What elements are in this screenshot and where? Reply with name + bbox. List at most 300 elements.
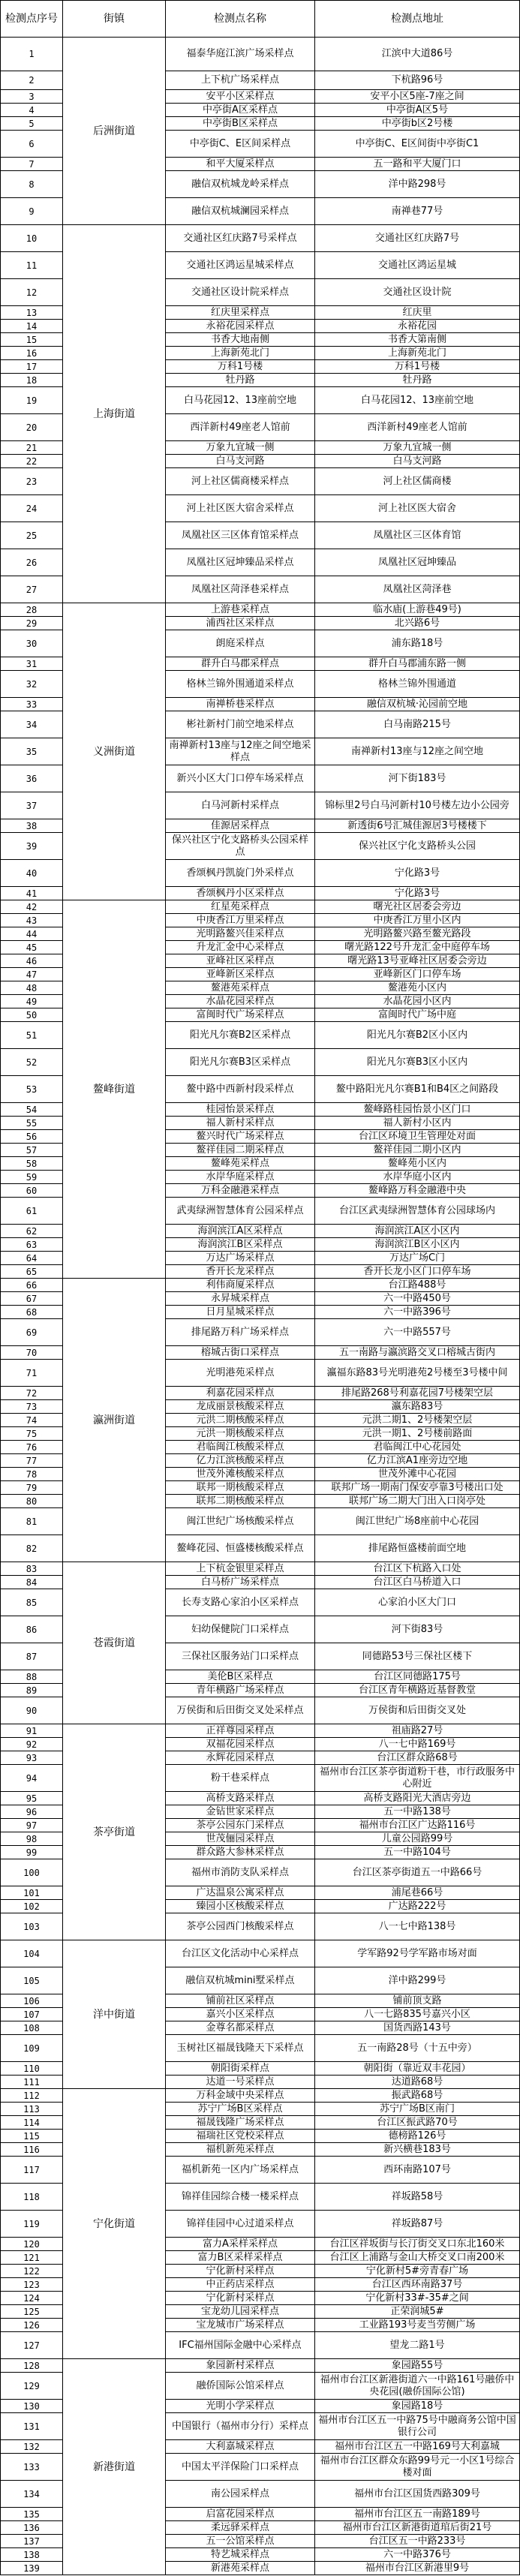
cell-site-address: 光明路鳌兴路至鳌光路段 <box>315 927 520 941</box>
cell-site-address: 祖庙路27号 <box>315 1724 520 1738</box>
cell-index: 36 <box>1 765 63 792</box>
cell-site-address: 铺前顶支路 <box>315 1994 520 2008</box>
cell-index: 26 <box>1 549 63 576</box>
table-header-row <box>1 1 520 38</box>
cell-site-address: 凤凰社区三区体育馆 <box>315 522 520 549</box>
cell-site-address: 心家泊小区大门口 <box>315 1589 520 1616</box>
cell-index: 61 <box>1 1198 63 1225</box>
cell-site-name: 粉干巷采样点 <box>166 1765 315 1792</box>
cell-site-address: 君临闽江中心花园处 <box>315 1441 520 1454</box>
cell-site-address: 台江区上浦路与金山大桥交叉口南200米 <box>315 2251 520 2265</box>
cell-site-name: 凤凰社区菏泽巷采样点 <box>166 576 315 603</box>
cell-site-name: 光明小学采样点 <box>166 2400 315 2413</box>
cell-site-name: 美伦B区采样点 <box>166 1670 315 1684</box>
cell-site-name: 嘉兴小区采样点 <box>166 2008 315 2021</box>
cell-site-address: 万达广场C门 <box>315 1252 520 1265</box>
cell-index: 19 <box>1 387 63 414</box>
cell-index: 23 <box>1 468 63 495</box>
cell-site-address: 万侯街和后田街交叉处 <box>315 1697 520 1724</box>
cell-index: 128 <box>1 2359 63 2373</box>
cell-index: 74 <box>1 1414 63 1427</box>
cell-site-address: 福人新村小区内 <box>315 1117 520 1130</box>
cell-site-address: 宁化新村33#-35#之间 <box>315 2292 520 2305</box>
cell-index: 127 <box>1 2332 63 2359</box>
cell-site-name: 和平大厦采样点 <box>166 158 315 171</box>
cell-site-address: 福州市台江区五一中路75号中融商务公馆中国银行公司 <box>315 2413 520 2440</box>
cell-site-address: 安平小区5座-7座之间 <box>315 90 520 104</box>
cell-index: 103 <box>1 1913 63 1940</box>
cell-site-address: 联邦广场二期大门出入口岗亭处 <box>315 1495 520 1508</box>
cell-site-address: 牡丹路 <box>315 374 520 387</box>
cell-index: 76 <box>1 1441 63 1454</box>
cell-site-address: 中亭街C、E区间街中亭街C1 <box>315 131 520 158</box>
cell-site-name: 融侨国际公馆采样点 <box>166 2373 315 2400</box>
cell-site-name: 书香大地南侧 <box>166 333 315 347</box>
cell-site-address: 台江路488号 <box>315 1279 520 1292</box>
cell-index: 94 <box>1 1765 63 1792</box>
cell-site-name: 武夷绿洲智慧体育公园采样点 <box>166 1198 315 1225</box>
cell-site-name: 河上社区儒商楼采样点 <box>166 468 315 495</box>
cell-site-address: 临水庙(上游巷49号) <box>315 603 520 617</box>
cell-site-address: 锦标里2号白马河新村10号楼左边小公园旁 <box>315 792 520 819</box>
cell-site-name: 光明港苑采样点 <box>166 1360 315 1387</box>
cell-index: 27 <box>1 576 63 603</box>
cell-street: 新港街道 <box>63 2359 166 2575</box>
cell-site-name: 妇幼保健院门口采样点 <box>166 1616 315 1643</box>
cell-index: 34 <box>1 711 63 738</box>
cell-site-name: 交通社区红庆路7号采样点 <box>166 225 315 252</box>
cell-index: 85 <box>1 1589 63 1616</box>
cell-site-address: 瀛福东路83号光明港苑2号楼至3号楼中间 <box>315 1360 520 1387</box>
cell-site-address: 德榜路126号 <box>315 2130 520 2143</box>
cell-index: 120 <box>1 2238 63 2251</box>
cell-site-address: 红庆里 <box>315 306 520 320</box>
cell-site-address: 中亭街A区5号 <box>315 104 520 117</box>
cell-site-name: 金钻世家采样点 <box>166 1805 315 1819</box>
cell-index: 40 <box>1 860 63 887</box>
cell-index: 139 <box>1 2562 63 2575</box>
table-row <box>1 1940 520 1967</box>
cell-site-address: 祥坂路58号 <box>315 2184 520 2211</box>
cell-site-address: 富闽时代广场中庭 <box>315 1008 520 1022</box>
cell-site-address: 宁化新村5#旁青春广场 <box>315 2265 520 2278</box>
cell-site-name: 联邦二期核酸采样点 <box>166 1495 315 1508</box>
cell-index: 83 <box>1 1562 63 1576</box>
cell-site-name: 亚峰新区采样点 <box>166 968 315 981</box>
cell-site-address: 台江区西环南路37号 <box>315 2278 520 2292</box>
cell-site-name: 鳌港苑采样点 <box>166 981 315 995</box>
table-row <box>1 1279 520 1292</box>
cell-site-address: 台江区五一中路233号 <box>315 2535 520 2548</box>
cell-index: 54 <box>1 1103 63 1117</box>
cell-index: 25 <box>1 522 63 549</box>
cell-site-address: 排尾路恒盛楼前面空地 <box>315 1535 520 1562</box>
cell-site-address: 新透街6号汇城佳源居3号楼楼下 <box>315 819 520 833</box>
cell-site-name: 南禅新村13座与12座之间空地采样点 <box>166 738 315 765</box>
table-row <box>1 900 520 914</box>
cell-site-name: 上海新苑北门 <box>166 347 315 360</box>
table-row <box>1 603 520 617</box>
cell-index: 52 <box>1 1049 63 1076</box>
cell-site-name: 阳光凡尔赛B2区采样点 <box>166 1022 315 1049</box>
cell-site-address: 下杭路96号 <box>315 71 520 90</box>
cell-site-address: 宁化路3号 <box>315 860 520 887</box>
cell-site-name: 香开长龙采样点 <box>166 1265 315 1279</box>
cell-site-address: 南禅新村13座与12座之间空地 <box>315 738 520 765</box>
cell-site-name: 新兴小区大门口停车场采样点 <box>166 765 315 792</box>
cell-site-name: 白马支河路 <box>166 455 315 468</box>
cell-street: 上海街道 <box>63 225 166 603</box>
cell-site-address: 台江区群众路68号 <box>315 1751 520 1765</box>
cell-site-name: 福机新苑一区内广场采样点 <box>166 2157 315 2184</box>
cell-site-name: 白马桥广场采样点 <box>166 1576 315 1589</box>
cell-site-address: 正荣润城5# <box>315 2305 520 2319</box>
cell-site-name: 香颂枫丹凯旋门外采样点 <box>166 860 315 887</box>
cell-index: 104 <box>1 1940 63 1967</box>
cell-site-name: 朝阳街采样点 <box>166 2062 315 2076</box>
cell-site-address: 河上社区医大宿舍 <box>315 495 520 522</box>
cell-index: 3 <box>1 90 63 104</box>
cell-index: 105 <box>1 1967 63 1994</box>
cell-index: 93 <box>1 1751 63 1765</box>
cell-site-address: 学军路92号学军路市场对面 <box>315 1940 520 1967</box>
cell-site-name: 交通社区设计院采样点 <box>166 279 315 306</box>
cell-site-address: 白马南路215号 <box>315 711 520 738</box>
cell-site-name: 保兴社区宁化支路桥头公园采样点 <box>166 833 315 860</box>
cell-index: 101 <box>1 1886 63 1900</box>
cell-site-address: 五一南路28号（十五中旁） <box>315 2035 520 2062</box>
cell-site-name: 中亭街A区采样点 <box>166 104 315 117</box>
cell-index: 82 <box>1 1535 63 1562</box>
cell-site-name: 交通社区鸿运星城采样点 <box>166 252 315 279</box>
cell-site-address: 曙光路122号升龙汇金中庭停车场 <box>315 941 520 954</box>
cell-site-name: 广达温泉公寓采样点 <box>166 1886 315 1900</box>
cell-index: 28 <box>1 603 63 617</box>
cell-site-name: 中庚香江万里采样点 <box>166 914 315 927</box>
cell-index: 35 <box>1 738 63 765</box>
cell-index: 107 <box>1 2008 63 2021</box>
header-name: 检测点名称 <box>166 1 315 38</box>
cell-index: 81 <box>1 1508 63 1535</box>
cell-site-address: 台江区振武路70号 <box>315 2116 520 2130</box>
cell-index: 42 <box>1 900 63 914</box>
cell-site-name: 排尾路万科广场采样点 <box>166 1319 315 1346</box>
cell-site-name: 达道一号采样点 <box>166 2076 315 2089</box>
cell-site-address: 曙光社区居委会旁边 <box>315 900 520 914</box>
cell-index: 4 <box>1 104 63 117</box>
cell-site-name: 鳌峰花园、恒盛楼核酸采样点 <box>166 1535 315 1562</box>
cell-street: 瀛洲街道 <box>63 1279 166 1562</box>
cell-index: 135 <box>1 2508 63 2521</box>
cell-index: 116 <box>1 2143 63 2157</box>
cell-site-name: 日月星城采样点 <box>166 1306 315 1319</box>
cell-site-name: 长寿支路心家泊小区采样点 <box>166 1589 315 1616</box>
cell-index: 106 <box>1 1994 63 2008</box>
cell-site-address: 亿力江滨A1座旁边空地 <box>315 1454 520 1468</box>
cell-site-address: 凤凰社区冠坤臻品 <box>315 549 520 576</box>
cell-site-name: 闽江世纪广场核酸采样点 <box>166 1508 315 1535</box>
cell-index: 68 <box>1 1306 63 1319</box>
cell-site-address: 浦东路18号 <box>315 630 520 657</box>
cell-index: 57 <box>1 1144 63 1157</box>
cell-site-name: 南禅桥巷采样点 <box>166 698 315 711</box>
cell-site-address: 象园路18号 <box>315 2400 520 2413</box>
cell-site-name: 柔远驿采样点 <box>166 2521 315 2535</box>
cell-site-name: 台江区文化活动中心采样点 <box>166 1940 315 1967</box>
cell-site-name: 亚峰社区采样点 <box>166 954 315 968</box>
cell-site-address: 浦尾巷66号 <box>315 1886 520 1900</box>
cell-site-name: 福机新苑采样点 <box>166 2143 315 2157</box>
cell-index: 73 <box>1 1400 63 1414</box>
cell-site-name: 永辉花园采样点 <box>166 1751 315 1765</box>
cell-site-address: 曙光路13号亚峰社区居委会旁边 <box>315 954 520 968</box>
cell-street: 宁化街道 <box>63 2089 166 2359</box>
cell-site-address: 闽江世纪广场8座前中心花园 <box>315 1508 520 1535</box>
cell-index: 22 <box>1 455 63 468</box>
cell-index: 87 <box>1 1643 63 1670</box>
cell-index: 53 <box>1 1076 63 1103</box>
cell-index: 67 <box>1 1292 63 1306</box>
cell-index: 125 <box>1 2305 63 2319</box>
cell-site-address: 象园路55号 <box>315 2359 520 2373</box>
cell-site-address: 阳光凡尔赛B2区小区内 <box>315 1022 520 1049</box>
cell-site-address: 中亭街b区2号楼 <box>315 117 520 131</box>
cell-index: 33 <box>1 698 63 711</box>
cell-index: 115 <box>1 2130 63 2143</box>
cell-site-address: 新兴横巷183号 <box>315 2143 520 2157</box>
cell-index: 99 <box>1 1846 63 1859</box>
cell-site-address: 福州市台江区国货西路309号 <box>315 2481 520 2508</box>
cell-site-name: 万象九宜城一侧 <box>166 441 315 455</box>
cell-index: 64 <box>1 1252 63 1265</box>
cell-site-address: 高桥支路阳光大酒店旁边 <box>315 1792 520 1805</box>
cell-index: 111 <box>1 2076 63 2089</box>
cell-index: 55 <box>1 1117 63 1130</box>
cell-site-address: 河上社区儒商楼 <box>315 468 520 495</box>
cell-site-name: 河上社区医大宿舍采样点 <box>166 495 315 522</box>
cell-index: 18 <box>1 374 63 387</box>
cell-site-name: 亿力江滨核酸采样点 <box>166 1454 315 1468</box>
cell-site-name: 富闽时代广场采样点 <box>166 1008 315 1022</box>
cell-site-address: 鳌中路阳光凡尔赛B1和B4区之间路段 <box>315 1076 520 1103</box>
cell-index: 43 <box>1 914 63 927</box>
cell-index: 65 <box>1 1265 63 1279</box>
cell-site-address: 书香大第南侧 <box>315 333 520 347</box>
cell-site-address: 河下街83号 <box>315 1616 520 1643</box>
cell-index: 108 <box>1 2021 63 2035</box>
cell-site-address: 格林兰锦外围通道 <box>315 671 520 698</box>
cell-index: 44 <box>1 927 63 941</box>
cell-site-address: 元洪一期1、2号楼前路面 <box>315 1427 520 1441</box>
cell-index: 90 <box>1 1697 63 1724</box>
cell-site-address: 元洪二期1、2号楼架空层 <box>315 1414 520 1427</box>
cell-index: 17 <box>1 360 63 374</box>
cell-index: 12 <box>1 279 63 306</box>
cell-index: 113 <box>1 2103 63 2116</box>
cell-index: 100 <box>1 1859 63 1886</box>
cell-site-address: 六一中路557号 <box>315 1319 520 1346</box>
cell-index: 78 <box>1 1468 63 1481</box>
cell-site-name: 桂园怡景采样点 <box>166 1103 315 1117</box>
cell-index: 39 <box>1 833 63 860</box>
cell-site-address: 交通社区设计院 <box>315 279 520 306</box>
cell-site-name: 融信双杭城澜园采样点 <box>166 198 315 225</box>
cell-site-address: 福州市台江区新港街道六一中路161号融侨中央花园(融侨国际公馆) <box>315 2373 520 2400</box>
cell-site-address: 鳌峰路万科金融港中央 <box>315 1184 520 1198</box>
cell-site-address: 福州市台江区群众东路99号元一小区1号综合楼对面 <box>315 2454 520 2481</box>
cell-index: 91 <box>1 1724 63 1738</box>
cell-index: 41 <box>1 887 63 900</box>
cell-site-address: 白马支河路 <box>315 455 520 468</box>
cell-site-address: 六一中路450号 <box>315 1292 520 1306</box>
cell-site-address: 水岸华庭小区内 <box>315 1171 520 1184</box>
cell-index: 8 <box>1 171 63 198</box>
cell-site-name: 凤凰社区冠坤臻品采样点 <box>166 549 315 576</box>
cell-site-name: 白马河新村采样点 <box>166 792 315 819</box>
cell-site-name: 中亭街C、E区间采样点 <box>166 131 315 158</box>
cell-site-address: 交通社区红庆路7号 <box>315 225 520 252</box>
cell-site-address: 台江区环境卫生管理处对面 <box>315 1130 520 1144</box>
cell-site-address: 鳌祥佳园二期小区内 <box>315 1144 520 1157</box>
header-street: 街镇 <box>63 1 166 38</box>
cell-site-name: 锦祥佳园中心过道采样点 <box>166 2211 315 2238</box>
cell-index: 97 <box>1 1819 63 1832</box>
cell-site-address: 福州市台江区五一南路189号 <box>315 2508 520 2521</box>
cell-index: 7 <box>1 158 63 171</box>
cell-site-name: 万科1号楼 <box>166 360 315 374</box>
cell-index: 49 <box>1 995 63 1008</box>
cell-site-name: 大利嘉城采样点 <box>166 2440 315 2454</box>
cell-index: 123 <box>1 2278 63 2292</box>
cell-site-name: 宝龙城市广场采样点 <box>166 2319 315 2332</box>
cell-site-name: 融信双杭城mini墅采样点 <box>166 1967 315 1994</box>
cell-site-address: 国货西路143号 <box>315 2021 520 2035</box>
cell-site-name: 启富花园采样点 <box>166 2508 315 2521</box>
cell-site-name: 玉树社区福晟钱隆天下采样点 <box>166 2035 315 2062</box>
cell-site-name: 福晟钱隆广场采样点 <box>166 2116 315 2130</box>
cell-site-address: 八一七中路138号 <box>315 1913 520 1940</box>
cell-site-address: 台江区白马桥道入口 <box>315 1576 520 1589</box>
table-row <box>1 225 520 252</box>
cell-index: 59 <box>1 1171 63 1184</box>
cell-site-address: 万科1号楼 <box>315 360 520 374</box>
cell-site-name: 红星苑采样点 <box>166 900 315 914</box>
cell-site-address: 苏宁广场B区南门 <box>315 2103 520 2116</box>
cell-index: 58 <box>1 1157 63 1171</box>
cell-site-name: 光明路鳌兴佳采样点 <box>166 927 315 941</box>
cell-index: 84 <box>1 1576 63 1589</box>
cell-site-name: 上游巷采样点 <box>166 603 315 617</box>
cell-site-address: 海润滨江B区小区内 <box>315 1238 520 1252</box>
cell-index: 86 <box>1 1616 63 1643</box>
cell-site-name: 青年横路广场采样点 <box>166 1684 315 1697</box>
cell-site-name: 群众路大参林采样点 <box>166 1846 315 1859</box>
header-index: 检测点序号 <box>1 1 63 38</box>
cell-site-name: 彬社新村门前空地采样点 <box>166 711 315 738</box>
cell-index: 31 <box>1 657 63 671</box>
cell-site-name: 元洪一期核酸采样点 <box>166 1427 315 1441</box>
cell-site-name: 茶亭公园西门核酸采样点 <box>166 1913 315 1940</box>
cell-site-name: 牡丹路 <box>166 374 315 387</box>
cell-index: 5 <box>1 117 63 131</box>
cell-site-address: 白马花园12、13座前空地 <box>315 387 520 414</box>
cell-site-name: 融信双杭城龙岭采样点 <box>166 171 315 198</box>
cell-street: 苍霞街道 <box>63 1562 166 1724</box>
cell-site-address: 亚峰新区门口停车场 <box>315 968 520 981</box>
cell-site-name: 福人新村采样点 <box>166 1117 315 1130</box>
cell-site-name: 安平小区采样点 <box>166 90 315 104</box>
cell-site-address: 台江区青年横路近基督教堂 <box>315 1684 520 1697</box>
cell-index: 109 <box>1 2035 63 2062</box>
cell-index: 126 <box>1 2319 63 2332</box>
cell-site-address: 中庚香江万里小区内 <box>315 914 520 927</box>
cell-index: 70 <box>1 1346 63 1360</box>
cell-site-name: 象园新村采样点 <box>166 2359 315 2373</box>
cell-index: 69 <box>1 1319 63 1346</box>
cell-site-name: 五一公馆采样点 <box>166 2535 315 2548</box>
cell-index: 66 <box>1 1279 63 1292</box>
cell-site-name: 茶亭公园东门采样点 <box>166 1819 315 1832</box>
cell-site-address: 群升白马郡浦东路一侧 <box>315 657 520 671</box>
cell-site-address: 万象九宜城一侧 <box>315 441 520 455</box>
table-row <box>1 38 520 71</box>
cell-index: 134 <box>1 2481 63 2508</box>
cell-site-name: 中国银行（福州市分行）采样点 <box>166 2413 315 2440</box>
cell-site-address: 五一中路138号 <box>315 1805 520 1819</box>
cell-site-name: 中国太平洋保险门口采样点 <box>166 2454 315 2481</box>
table-row <box>1 1562 520 1576</box>
cell-site-address: 福州市台江区新港街道琯后街21号 <box>315 2521 520 2535</box>
cell-index: 102 <box>1 1900 63 1913</box>
cell-site-address: 水晶花园小区内 <box>315 995 520 1008</box>
cell-index: 80 <box>1 1495 63 1508</box>
cell-site-name: 万科金融港采样点 <box>166 1184 315 1198</box>
cell-site-address: 永裕花园 <box>315 320 520 333</box>
cell-index: 119 <box>1 2211 63 2238</box>
cell-site-address: 望龙二路1号 <box>315 2332 520 2359</box>
cell-index: 45 <box>1 941 63 954</box>
cell-index: 117 <box>1 2157 63 2184</box>
cell-site-address: 上海新苑北门 <box>315 347 520 360</box>
cell-index: 1 <box>1 38 63 71</box>
cell-site-name: 佳源居采样点 <box>166 819 315 833</box>
cell-site-address: 福州市台江区广达路116号 <box>315 1819 520 1832</box>
cell-site-name: 永裕花园采样点 <box>166 320 315 333</box>
cell-street: 洋中街道 <box>63 1940 166 2089</box>
cell-index: 130 <box>1 2400 63 2413</box>
table-row <box>1 2359 520 2373</box>
cell-site-address: 宁化路3号 <box>315 887 520 900</box>
cell-site-name: 铺前社区采样点 <box>166 1994 315 2008</box>
cell-index: 132 <box>1 2440 63 2454</box>
cell-site-name: 阳光凡尔赛B3区采样点 <box>166 1049 315 1076</box>
cell-site-name: 龙成丽景核酸采样点 <box>166 1400 315 1414</box>
cell-site-address: 洋中路298号 <box>315 171 520 198</box>
cell-site-address: 八一七路835号嘉兴小区 <box>315 2008 520 2021</box>
cell-site-name: 联邦一期核酸采样点 <box>166 1481 315 1495</box>
cell-index: 29 <box>1 617 63 630</box>
cell-site-address: 八一七中路169号 <box>315 1738 520 1751</box>
cell-site-address: 联邦广场一期南门保安亭靠3号楼出口处 <box>315 1481 520 1495</box>
cell-site-name: 臻园小区核酸采样点 <box>166 1900 315 1913</box>
cell-index: 112 <box>1 2089 63 2103</box>
cell-site-address: 南禅巷77号 <box>315 198 520 225</box>
cell-site-name: 苏宁广场B区采样点 <box>166 2103 315 2116</box>
cell-index: 16 <box>1 347 63 360</box>
cell-site-address: 西环南路107号 <box>315 2157 520 2184</box>
cell-index: 51 <box>1 1022 63 1049</box>
cell-index: 32 <box>1 671 63 698</box>
